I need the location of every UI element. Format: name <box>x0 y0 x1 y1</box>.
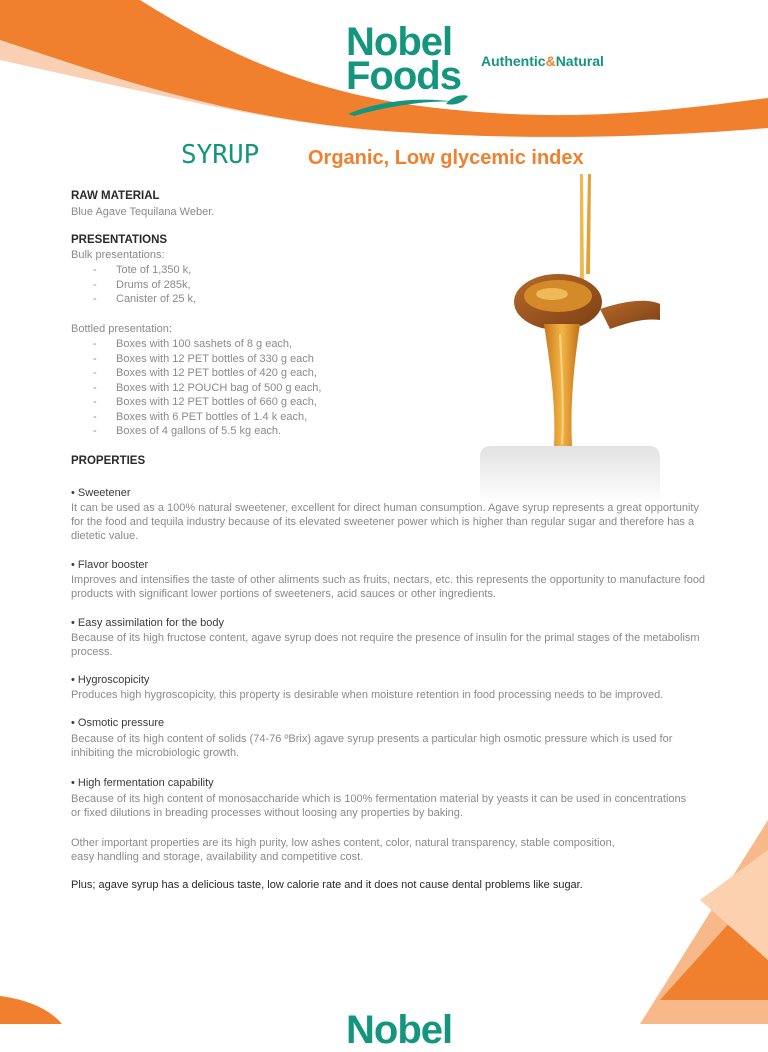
property-text-line: products with significant lower portions of sweeteners, acid sauces or other ingredients. <box>71 588 496 600</box>
property-title-flavor-booster: • Flavor booster <box>71 559 149 571</box>
list-item: - Boxes with 100 sashets of 8 g each, <box>71 337 321 352</box>
list-item: - Canister of 25 k, <box>71 292 196 307</box>
property-text-line: Because of its high content of solids (74-76 ºBrix) agave syrup presents a particular high osmotic pressure which is used for <box>71 733 673 745</box>
list-item: - Boxes with 12 PET bottles of 660 g each, <box>71 395 321 410</box>
list-item: - Boxes with 12 POUCH bag of 500 g each, <box>71 381 321 396</box>
syrup-spoon-image <box>480 174 660 504</box>
properties-heading: PROPERTIES <box>71 455 146 467</box>
property-title-sweetener: • Sweetener <box>71 487 131 499</box>
bulk-presentations-label: Bulk presentations: <box>71 249 165 261</box>
list-item: - Boxes with 6 PET bottles of 1.4 k each, <box>71 410 321 425</box>
footer-logo: Nobel <box>346 1008 453 1052</box>
bulk-presentations-list <box>71 263 196 307</box>
property-text-line: process. <box>71 646 113 658</box>
property-text-line: Produces high hygroscopicity, this property is desirable when moisture retention in food processing needs to be improved. <box>71 689 664 701</box>
list-item: - Tote of 1,350 k, <box>71 263 196 278</box>
page-subtitle: Organic, Low glycemic index <box>308 147 584 169</box>
property-text-line: It can be used as a 100% natural sweetener, excellent for direct human consumption. Agave syrup represents a great opportunity <box>71 502 699 514</box>
property-title-hygroscopicity: • Hygroscopicity <box>71 674 150 686</box>
page-title: SYRUP <box>181 140 260 170</box>
closing-statement: Plus; agave syrup has a delicious taste, low calorie rate and it does not cause dental problems like sugar. <box>71 879 583 891</box>
property-text-line: for the food and tequila industry because of its elevated sweetener power which is higher than regular sugar and therefore has a <box>71 516 695 528</box>
logo-word-nobel: Nobel <box>346 20 453 64</box>
raw-material-text: Blue Agave Tequilana Weber. <box>71 206 215 218</box>
other-properties-line: Other important properties are its high purity, low ashes content, color, natural transparency, stable composition, <box>71 837 615 849</box>
brand-logo[interactable] <box>346 22 471 118</box>
list-item: - Boxes with 12 PET bottles of 420 g each, <box>71 366 321 381</box>
property-text-line: Improves and intensifies the taste of other aliments such as fruits, nectars, etc. this represents the opportunity to manufacture food <box>71 574 706 586</box>
raw-material-heading: RAW MATERIAL <box>71 190 160 202</box>
property-text-line: or fixed dilutions in breading processes without loosing any properties by baking. <box>71 807 463 819</box>
property-title-osmotic-pressure: • Osmotic pressure <box>71 717 165 729</box>
list-item: - Boxes of 4 gallons of 5.5 kg each. <box>71 424 321 439</box>
bottled-presentation-list <box>71 337 321 439</box>
list-item: - Drums of 285k, <box>71 278 196 293</box>
property-title-fermentation: • High fermentation capability <box>71 777 214 789</box>
logo-word-foods: Foods <box>346 54 461 98</box>
bottled-presentation-label: Bottled presentation: <box>71 323 172 335</box>
property-text-line: Because of its high fructose content, agave syrup does not require the presence of insulin for the primal stages of the metabolism <box>71 632 700 644</box>
list-item: - Boxes with 12 PET bottles of 330 g each <box>71 352 321 367</box>
brand-tagline: Authentic&Natural <box>481 53 604 69</box>
property-title-easy-assimilation: • Easy assimilation for the body <box>71 617 225 629</box>
property-text-line: Because of its high content of monosaccharide which is 100% fermentation material by yeasts it can be used in concentrations <box>71 793 687 805</box>
presentations-heading: PRESENTATIONS <box>71 234 168 246</box>
property-text-line: dietetic value. <box>71 530 139 542</box>
property-text-line: inhibiting the microbiologic growth. <box>71 747 240 759</box>
other-properties-line: easy handling and storage, availability and competitive cost. <box>71 851 364 863</box>
